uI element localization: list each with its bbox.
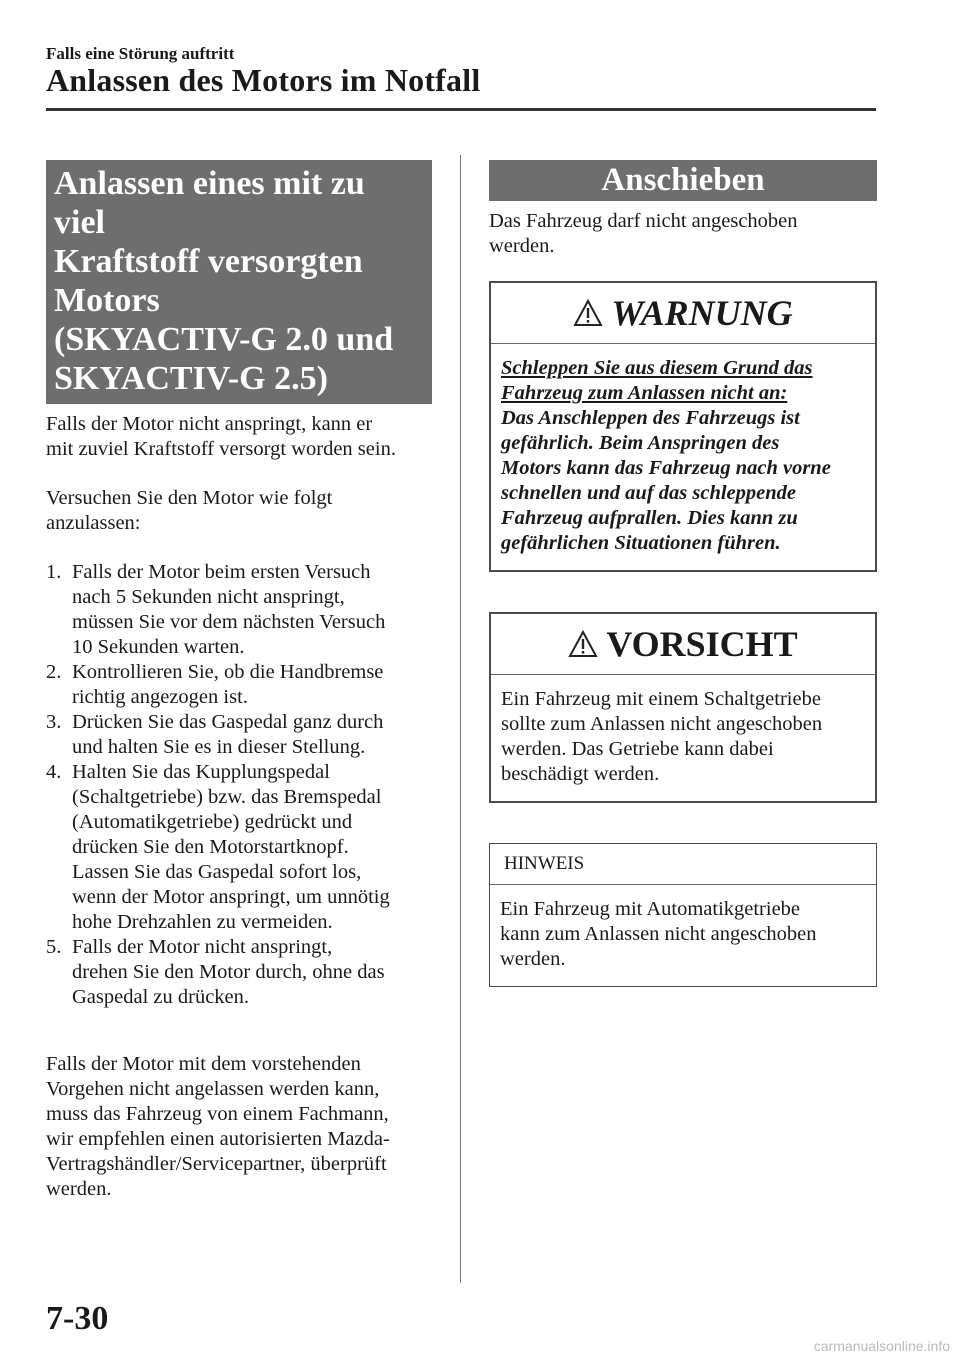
caution-body: Ein Fahrzeug mit einem Schaltgetriebe sollte zum Anlassen nicht angeschoben werden. Das Getriebe kann dabei beschädigt werden.	[501, 688, 823, 785]
warning-box	[489, 281, 877, 572]
section-label: Falls eine Störung auftritt	[46, 44, 235, 63]
text-line: mit zuviel Kraftstoff versorgt worden sein.	[46, 438, 396, 460]
steps-list	[46, 560, 436, 1010]
heading-line: (SKYACTIV-G 2.0 und	[54, 321, 394, 358]
list-item	[46, 560, 436, 660]
page-title: Anlassen des Motors im Notfall	[46, 62, 481, 98]
text-line: Versuchen Sie den Motor wie folgt	[46, 487, 333, 509]
step-number: 2.	[46, 661, 62, 683]
page-number: 7-30	[46, 1300, 109, 1337]
push-start-intro: Das Fahrzeug darf nicht angeschoben werden.	[489, 210, 798, 257]
step-text: Halten Sie das Kupplungspedal (Schaltgetriebe) bzw. das Bremspedal (Automatikgetriebe) gedrückt und drücken Sie den Motorstartknopf. Lassen Sie das Gaspedal sofort los, wenn der Motor anspringt, um unnötig hohe Drehzahlen zu vermeiden.	[72, 761, 390, 933]
step-number: 1.	[46, 561, 62, 583]
text-line: Falls der Motor nicht anspringt, kann er	[46, 413, 373, 435]
note-header	[490, 844, 876, 885]
left-column	[46, 160, 436, 1202]
note-label: HINWEIS	[504, 853, 585, 874]
step-number: 5.	[46, 936, 62, 958]
warning-header	[491, 283, 875, 344]
warning-label: WARNUNG	[611, 293, 793, 333]
step-text: Drücken Sie das Gaspedal ganz durch und halten Sie es in dieser Stellung.	[72, 711, 384, 758]
warning-triangle-icon	[573, 299, 603, 327]
section-heading-push-start: Anschieben	[489, 160, 877, 201]
step-text: Falls der Motor nicht anspringt, drehen Sie den Motor durch, ohne das Gaspedal zu drücken.	[72, 936, 385, 1008]
header-rule	[46, 108, 876, 111]
caution-box	[489, 612, 877, 803]
step-number: 4.	[46, 761, 62, 783]
intro-paragraph	[46, 412, 436, 462]
heading-line: Motors	[54, 282, 160, 319]
text-line: anzulassen:	[46, 512, 141, 534]
note-body: Ein Fahrzeug mit Automatikgetriebe kann zum Anlassen nicht angeschoben werden.	[500, 898, 817, 970]
column-divider	[460, 155, 461, 1283]
closing-paragraph: Falls der Motor mit dem vorstehenden Vorgehen nicht angelassen werden kann, muss das Fahrzeug von einem Fachmann, wir empfehlen einen autorisierten Mazda- Vertragshändler/Servicepartner, überprüft werden.	[46, 1053, 390, 1200]
right-column	[489, 160, 877, 987]
step-text: Falls der Motor beim ersten Versuch nach 5 Sekunden nicht anspringt, müssen Sie vor dem nächsten Versuch 10 Sekunden warten.	[72, 561, 386, 658]
warning-body: Schleppen Sie aus diesem Grund das Fahrzeug zum Anlassen nicht an: Das Anschleppen des Fahrzeugs ist gefährlich. Beim Anspringen des Motors kann das Fahrzeug nach vorne schnellen und auf das schleppende Fahrzeug aufprallen. Dies kann zu gefährlichen Situationen führen.	[501, 357, 831, 554]
caution-triangle-icon	[568, 630, 598, 658]
note-box	[489, 843, 877, 987]
caution-header	[491, 614, 875, 675]
section-heading-flooded-engine	[46, 160, 432, 404]
step-number: 3.	[46, 711, 62, 733]
heading-line: SKYACTIV-G 2.5)	[54, 360, 328, 397]
list-item	[46, 760, 436, 935]
list-item	[46, 660, 436, 710]
watermark: carmanualsonline.info	[813, 1338, 950, 1354]
heading-line: Kraftstoff versorgten	[54, 243, 363, 280]
heading-line: Anlassen eines mit zu viel	[54, 165, 365, 241]
list-item	[46, 710, 436, 760]
list-item	[46, 935, 436, 1010]
caution-label: VORSICHT	[606, 624, 798, 664]
instruction-paragraph	[46, 486, 436, 536]
step-text: Kontrollieren Sie, ob die Handbremse richtig angezogen ist.	[72, 661, 384, 708]
